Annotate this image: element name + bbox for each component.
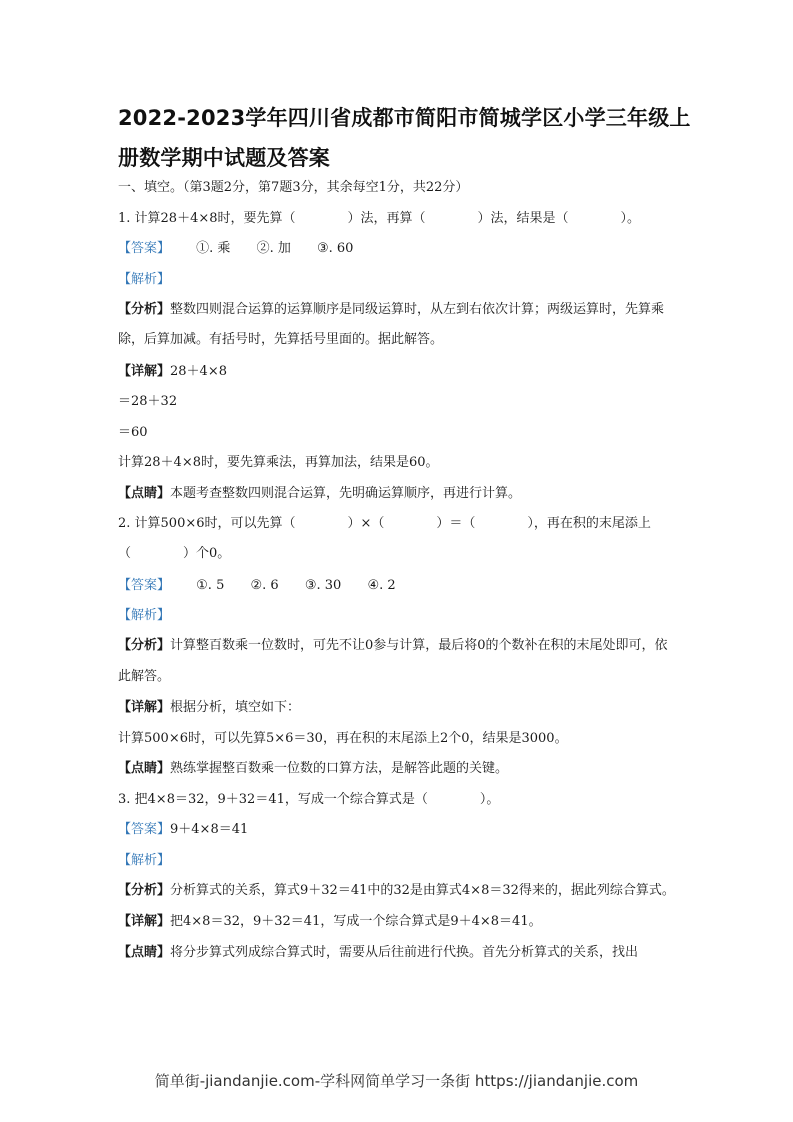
detail-text: 把4×8＝32，9＋32＝41，写成一个综合算式是9＋4×8＝41。: [170, 914, 542, 929]
answer-tag: 【答案】: [118, 241, 171, 256]
page-title: 2022-2023学年四川省成都市简阳市简城学区小学三年级上册数学期中试题及答案: [118, 106, 691, 170]
detail-2: [118, 698, 680, 717]
fenxi-text: 计算整百数乘一位数时，可先不让0参与计算，最后将0的个数补在积的末尾处即可，依此解答。: [118, 638, 668, 684]
dianjing-tag: 【点睛】: [118, 761, 171, 776]
detail-line: 28＋4×8: [170, 363, 227, 379]
section-heading: 一、填空。（第3题2分，第7题3分，其余每空1分，共22分）: [118, 180, 469, 195]
analysis-1: [118, 295, 680, 356]
dianjing-text: 本题考查整数四则混合运算，先明确运算顺序，再进行计算。: [170, 485, 522, 501]
dianjing-text: 熟练掌握整百数乘一位数的口算方法，是解答此题的关键。: [170, 761, 509, 776]
dianjing-tag: 【点睛】: [118, 485, 171, 501]
analysis-tag: 【解析】: [118, 608, 171, 623]
analysis-tag: 【解析】: [118, 852, 171, 868]
detail-line: 计算28＋4×8时，要先算乘法，再算加法，结果是60。: [118, 455, 439, 470]
fenxi-tag: 【分析】: [118, 301, 171, 317]
answer-1: [118, 239, 680, 258]
answer-item: ②. 加: [256, 241, 291, 256]
document-body: [118, 178, 680, 973]
dianjing-3: [118, 943, 680, 962]
dianjing-tag: 【点睛】: [118, 944, 171, 960]
dianjing-text: 将分步算式列成综合算式时，需要从后往前进行代换。首先分析算式的关系，找出: [170, 944, 639, 960]
footer-watermark: 简单街-jiandanjie.com-学科网简单学习一条街 https://jiandanjie.com: [154, 1072, 639, 1090]
detail-line: ＝28＋32: [118, 394, 178, 409]
answer-item: 9＋4×8＝41: [170, 822, 249, 837]
dianjing-1: [118, 484, 680, 503]
answer-item: ①. 乘: [196, 241, 231, 256]
question-2: 2. 计算500×6时，可以先算（ ）×（ ）＝（ ），再在积的末尾添上（ ）个0。: [118, 515, 651, 561]
detail-3: [118, 912, 680, 931]
answer-tag: 【答案】: [118, 577, 171, 593]
detail-line: ＝60: [118, 424, 148, 440]
fenxi-tag: 【分析】: [118, 638, 171, 653]
detail-line: 根据分析，填空如下：: [170, 700, 301, 715]
answer-item: ③. 60: [316, 241, 354, 256]
answer-item: ②. 6: [250, 577, 279, 593]
fenxi-tag: 【分析】: [118, 882, 171, 898]
answer-tag: 【答案】: [118, 822, 171, 837]
detail-tag: 【详解】: [118, 363, 171, 379]
fenxi-text: 整数四则混合运算的运算顺序是同级运算时，从左到右依次计算；两级运算时，先算乘除，后算加减。有括号时，先算括号里面的。据此解答。: [118, 301, 665, 347]
question-1: 1. 计算28＋4×8时，要先算（ ）法，再算（ ）法，结果是（ ）。: [118, 210, 641, 226]
analysis-tag: 【解析】: [118, 271, 171, 287]
answer-item: ③. 30: [304, 577, 342, 593]
analysis-2: [118, 631, 680, 692]
detail-1: [118, 362, 680, 381]
answer-item: ①. 5: [196, 577, 225, 593]
analysis-3: [118, 876, 680, 907]
fenxi-text: 分析算式的关系，算式9＋32＝41中的32是由算式4×8＝32得来的，据此列综合算式。: [170, 882, 675, 898]
answer-item: ④. 2: [367, 577, 396, 593]
answer-2: [118, 576, 680, 595]
question-3: 3. 把4×8＝32，9＋32＝41，写成一个综合算式是（ ）。: [118, 791, 500, 807]
detail-line: 计算500×6时，可以先算5×6＝30，再在积的末尾添上2个0，结果是3000。: [118, 730, 568, 746]
dianjing-2: [118, 759, 680, 778]
detail-tag: 【详解】: [118, 914, 171, 929]
detail-tag: 【详解】: [118, 700, 171, 715]
answer-3: [118, 820, 680, 839]
